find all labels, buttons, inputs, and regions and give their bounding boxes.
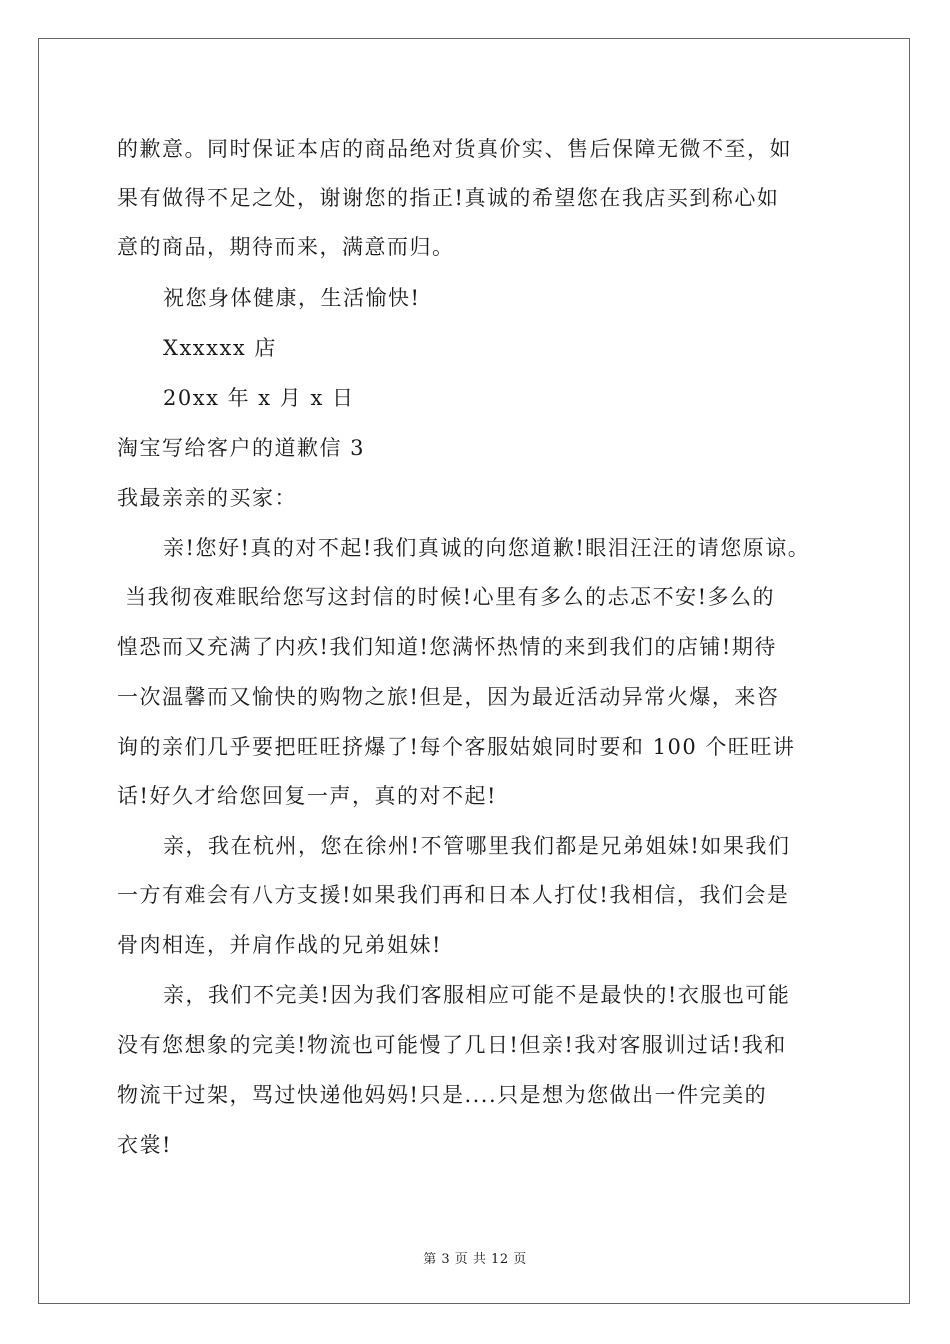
body-line: 亲，我在杭州，您在徐州!不管哪里我们都是兄弟姐妹!如果我们 <box>163 834 791 858</box>
body-line: 询的亲们几乎要把旺旺挤爆了!每个客服姑娘同时要和 100 个旺旺讲 <box>117 735 796 759</box>
body-line: 物流干过架，骂过快递他妈妈!只是....只是想为您做出一件完美的 <box>117 1083 768 1107</box>
body-line: 果有做得不足之处，谢谢您的指正!真诚的希望您在我店买到称心如 <box>117 186 780 210</box>
page-footer: 第 3 页 共 12 页 <box>423 1252 527 1267</box>
body-line: 没有您想象的完美!物流也可能慢了几日!但亲!我对客服训过话!我和 <box>117 1033 787 1057</box>
body-line: 亲，我们不完美!因为我们客服相应可能不是最快的!衣服也可能 <box>163 983 791 1007</box>
body-line: 的歉意。同时保证本店的商品绝对货真价实、售后保障无微不至，如 <box>117 137 792 161</box>
page-border <box>38 38 910 1304</box>
body-line: 一次温馨而又愉快的购物之旅!但是，因为最近活动异常火爆，来咨 <box>117 685 780 709</box>
body-line: 当我彻夜难眠给您写这封信的时候!心里有多么的忐忑不安!多么的 <box>117 585 776 609</box>
body-line: 惶恐而又充满了内疚!我们知道!您满怀热情的来到我们的店铺!期待 <box>117 635 777 659</box>
section-title: 淘宝写给客户的道歉信 3 <box>117 436 366 460</box>
signature-store: Xxxxxx 店 <box>163 336 277 360</box>
body-line: 骨肉相连，并肩作战的兄弟姐妹! <box>117 933 442 957</box>
signature-date: 20xx 年 x 月 x 日 <box>163 386 355 410</box>
body-line: 衣裳! <box>117 1133 172 1157</box>
salutation: 我最亲亲的买家： <box>117 486 297 510</box>
body-line: 亲!您好!真的对不起!我们真诚的向您道歉!眼泪汪汪的请您原谅。 <box>163 536 811 560</box>
closing-wish: 祝您身体健康，生活愉快! <box>163 286 421 310</box>
body-line: 话!好久才给您回复一声，真的对不起! <box>117 784 497 808</box>
body-line: 意的商品，期待而来，满意而归。 <box>117 235 455 259</box>
body-line: 一方有难会有八方支援!如果我们再和日本人打仗!我相信，我们会是 <box>117 883 790 907</box>
